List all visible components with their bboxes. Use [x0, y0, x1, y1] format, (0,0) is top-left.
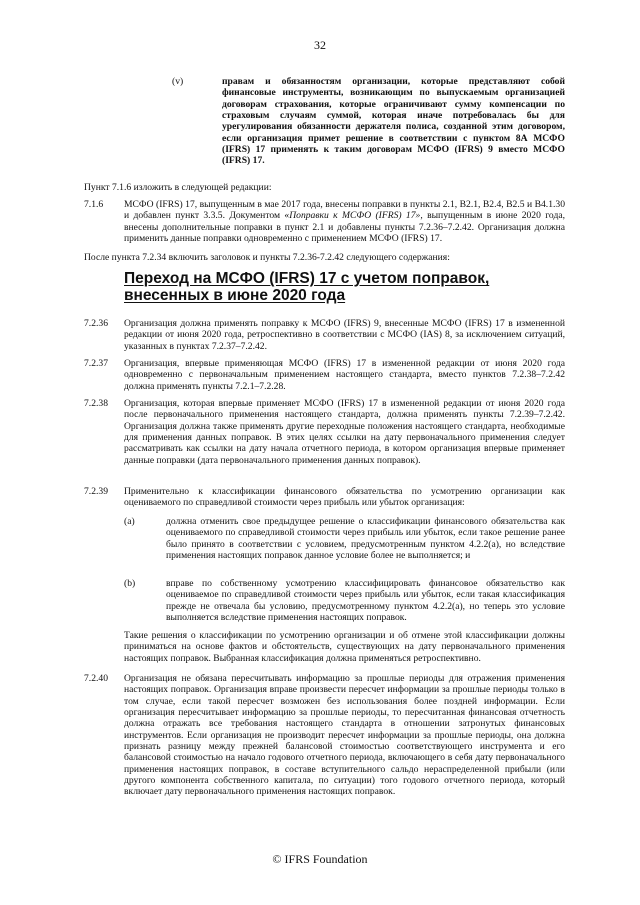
- para-text: Организация, которая впервые применяет МСФО (IFRS) 17 в измененной редакции от июня 2020 года после первоначального применения настоящего стандарта, должна применять пункты 7.2.39–7.2.42. Организация должна также применять другие переходные положения настоящего стандарта, необходимые для применения данных поправок. В этих целях ссылки на дату первоначального применения следует рассматривать как ссылки на дату начала отчетного периода, в котором организация впервые применяет данные поправки (дата первоначального применения данных поправок).: [124, 398, 565, 466]
- section-heading: Переход на МСФО (IFRS) 17 с учетом поправок, внесенных в июне 2020 года: [124, 270, 490, 305]
- para-7239-tail: Такие решения о классификации по усмотрению организации и об отмене этой классификации должны приниматься на основе фактов и обстоятельств, существующих на дату первоначального применения настоящих поправок. Выбранная классификация должна применяться ретроспективно.: [124, 630, 565, 664]
- para-text: Организация не обязана пересчитывать информацию за прошлые периоды для отражения применения настоящих поправок. Организация вправе произвести пересчет информации за прошлые периоды только в том случае, если такой пересчет возможен без использования более поздней информации. Если организация пересчитывает информацию за прошлые периоды, то пересчитанная финансовая отчетность должна отражать все требования настоящего стандарта в отношении затронутых финансовых инструментов. Если организация не производит пересчет информации за прошлые периоды, она должна признать разницу между прежней балансовой стоимостью соответствующего инструмента и его балансовой стоимостью на начало годового отчетного периода, включающего в себя дату первоначального применения настоящих поправок, в составе вступительного сальдо нераспределенной прибыли (или другого компонента собственного капитала, по ситуации) того годового отчетного периода, который включает дату первоначального применения настоящих поправок.: [124, 673, 565, 798]
- page-number: 32: [314, 38, 326, 52]
- para-number: 7.2.37: [84, 358, 108, 369]
- para-text: Применительно к классификации финансового обязательства по усмотрению организации как оцениваемого по справедливой стоимости через прибыль или убыток организация:: [124, 486, 565, 509]
- para-number: 7.2.36: [84, 318, 108, 329]
- para-716-text: МСФО (IFRS) 17, выпущенным в мае 2017 года, внесены поправки в пункты 2.1, B2.1, B2.4, B2.5 и B4.1.30 и добавлен пункт 3.3.5. Документом «Поправки к МСФО (IFRS) 17», выпущенным в июне 2020 года, внесены дополнительные поправки в пункт 2.1 и добавлены пункты 7.2.36–7.2.42. Организация должна применить данные поправки одновременно с применением МСФО (IFRS) 17.: [124, 199, 565, 244]
- intro-after-7234: После пункта 7.2.34 включить заголовок и пункты 7.2.36-7.2.42 следующего содержания:: [84, 252, 450, 263]
- para-716-number: 7.1.6: [84, 199, 104, 210]
- copyright-footer: © IFRS Foundation: [272, 852, 368, 866]
- para-text: Организация должна применять поправку к МСФО (IFRS) 9, внесенные МСФО (IFRS) 17 в измененной редакции от июня 2020 года, ретроспективно в соответствии с МСФО (IAS) 8, за исключением ситуаций, указанных в пунктах 7.2.37–7.2.42.: [124, 318, 565, 352]
- sub-item-text: должна отменить свое предыдущее решение о классификации финансового обязательства как оцениваемого по справедливой стоимости через прибыль или убыток, если такое решение ранее было принято в соответствии с условием, предусмотренным пунктом 4.2.2(a), но вследствие применения настоящих поправок данное условие более не выполняется; и: [166, 516, 565, 561]
- sub-item-text: вправе по собственному усмотрению классифицировать финансовое обязательство как оцениваемое по справедливой стоимости через прибыль или убыток, если такая классификация прежде не отвечала бы условию, предусмотренному пунктом 4.2.2(a), но теперь это условие выполняется вследствие применения настоящих поправок.: [166, 578, 565, 623]
- item-v-label: (v): [172, 76, 184, 87]
- para-number: 7.2.38: [84, 398, 108, 409]
- para-number: 7.2.39: [84, 486, 108, 497]
- para-number: 7.2.40: [84, 673, 108, 684]
- intro-716: Пункт 7.1.6 изложить в следующей редакции:: [84, 182, 272, 193]
- amendments-document-title: Поправки к МСФО (IFRS) 17»: [289, 210, 421, 222]
- sub-item-label: (b): [124, 578, 136, 589]
- sub-item-label: (a): [124, 516, 135, 527]
- item-v-text: правам и обязанностям организации, которые представляют собой финансовые инструменты, возникающим по выпускаемым организацией договорам страхования, которые ограничивают сумму компенсации по страховым случаям суммой, которая иначе потребовалась бы для урегулирования обязанности держателя полиса, созданной этим договором, если организация примет решение в соответствии с пунктом 8А МСФО (IFRS) 17 применять к таким договорам МСФО (IFRS) 9 вместо МСФО (IFRS) 17.: [222, 76, 565, 167]
- para-text: Организация, впервые применяющая МСФО (IFRS) 17 в измененной редакции от июня 2020 года одновременно с первоначальным применением настоящего стандарта, вместо пунктов 7.2.38–7.2.42 должна применять пункты 7.2.1–7.2.28.: [124, 358, 565, 392]
